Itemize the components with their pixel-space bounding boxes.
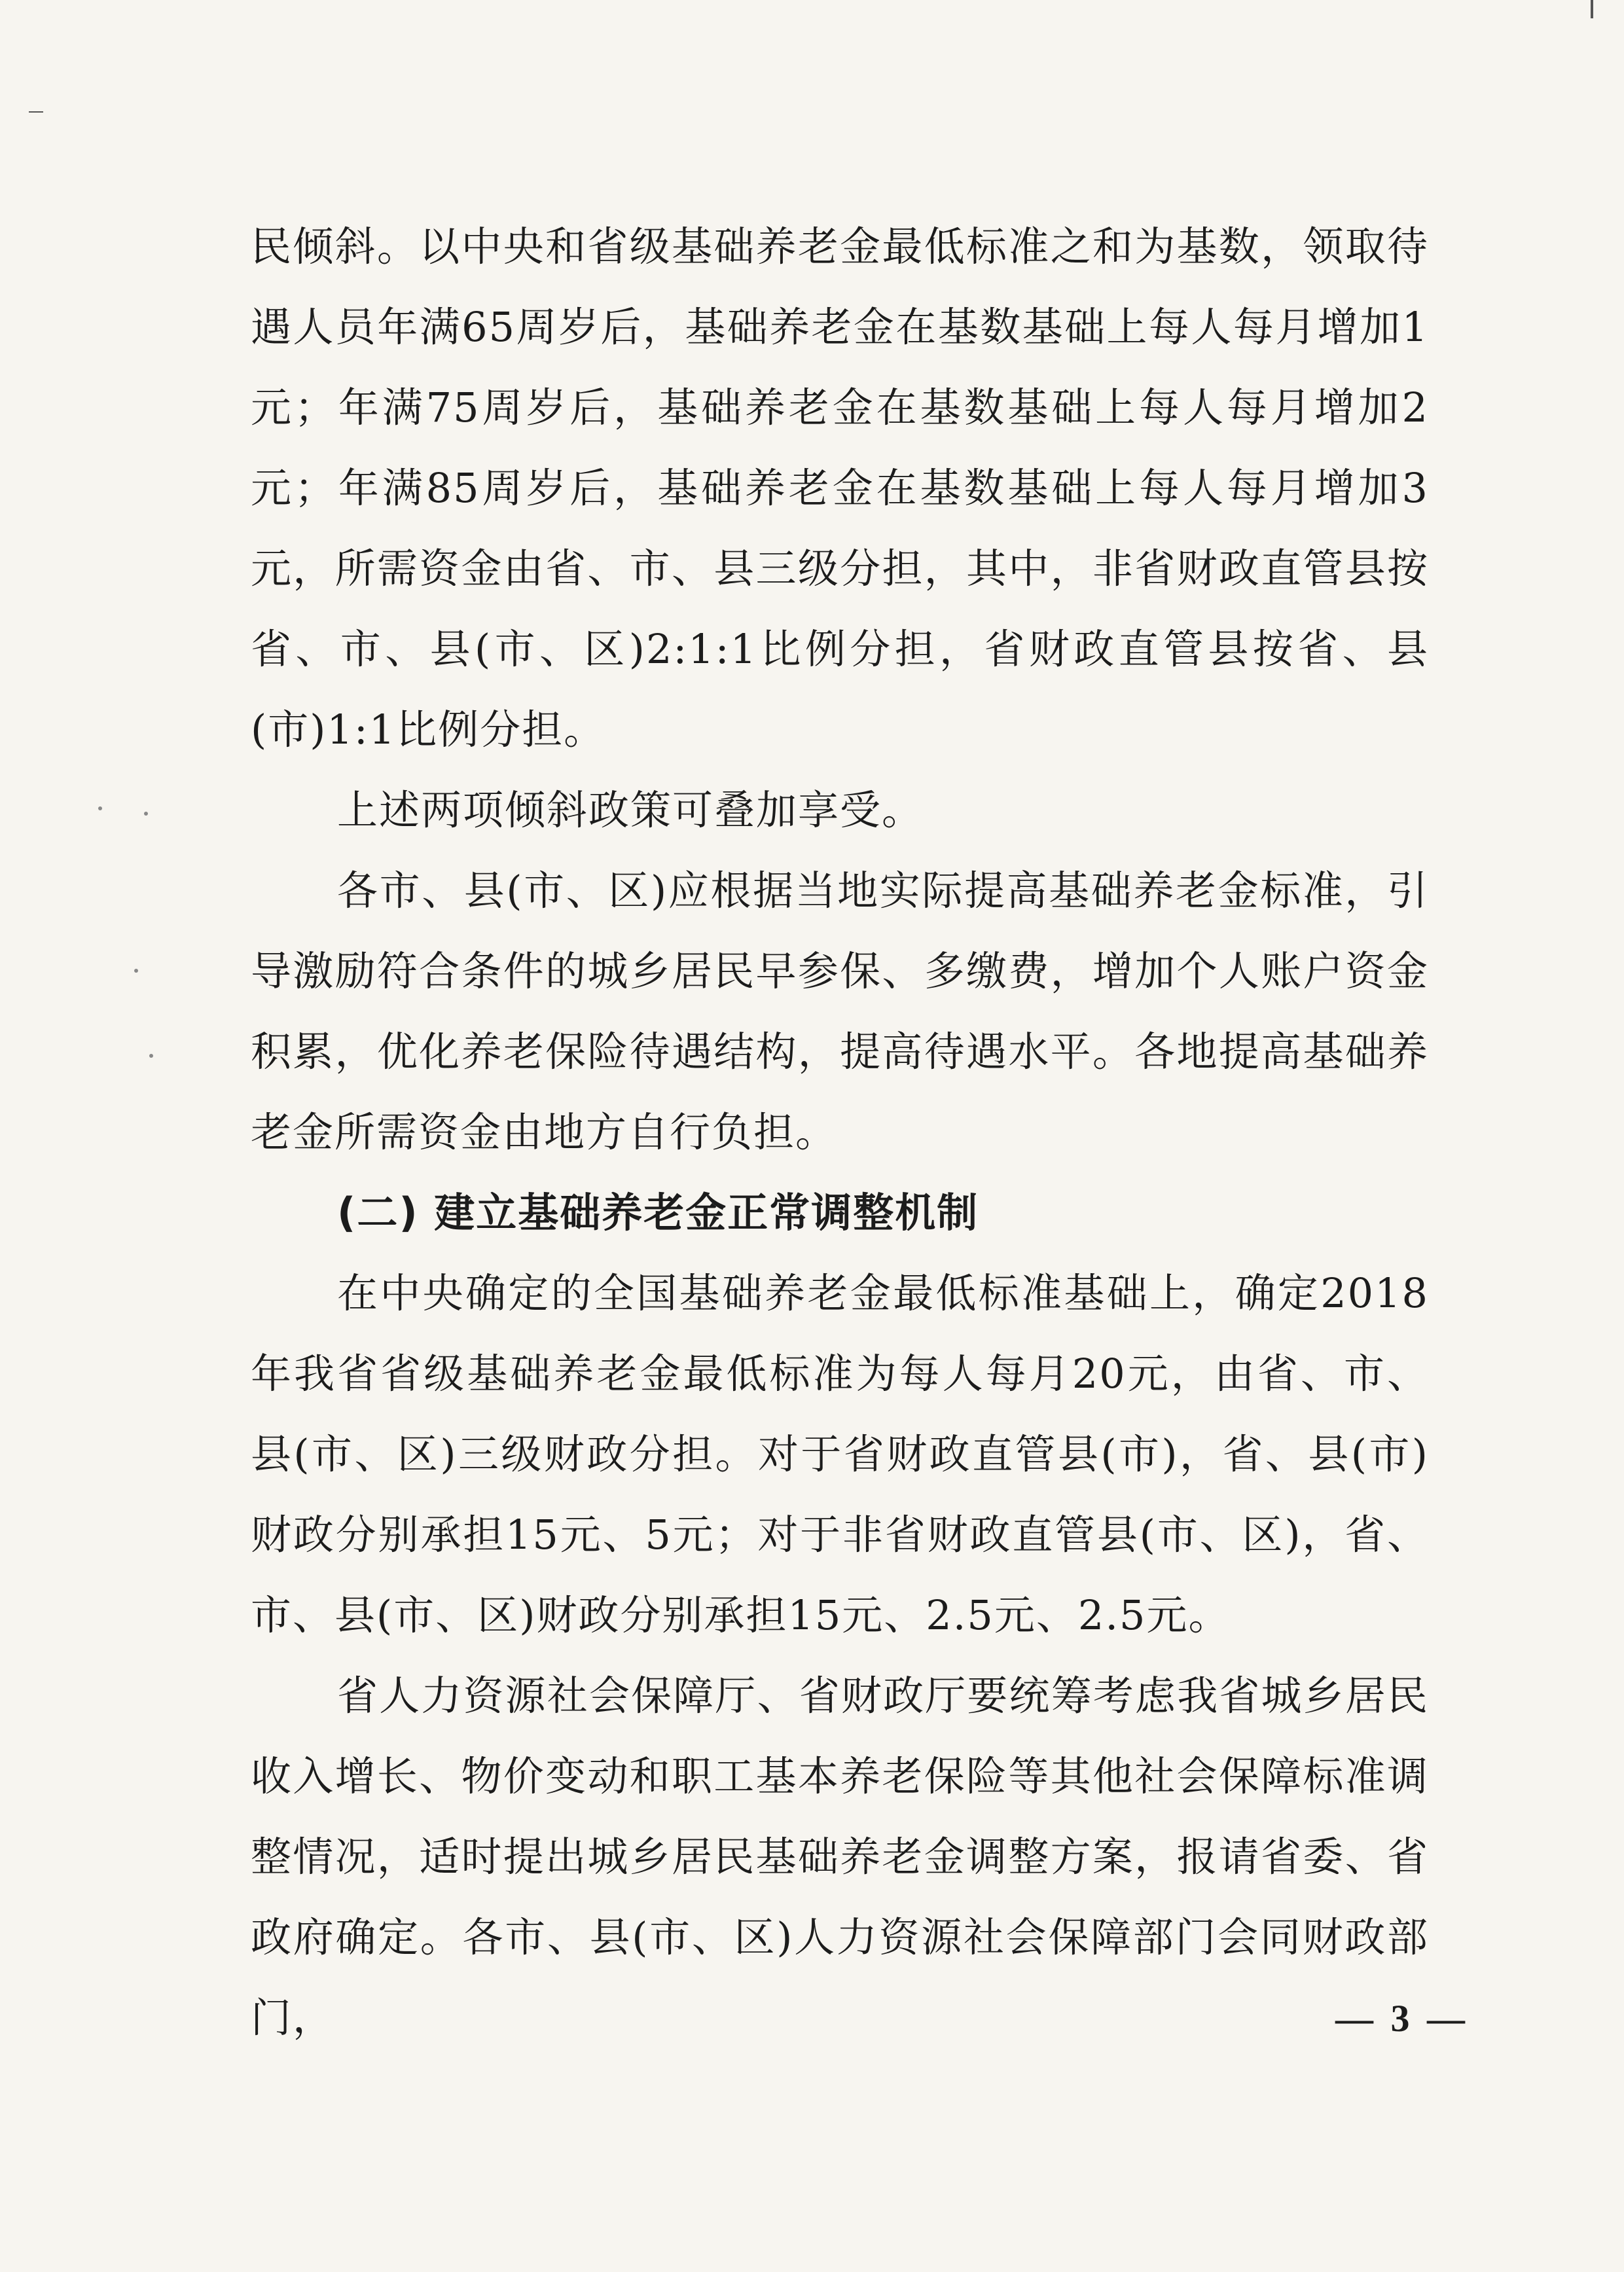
- page-number: — 3 —: [1335, 1997, 1469, 2040]
- scan-edge-mark: [29, 111, 43, 113]
- paragraph-provincial-standard: 在中央确定的全国基础养老金最低标准基础上，确定2018年我省省级基础养老金最低标准为每人每月20元，由省、市、县(市、区)三级财政分担。对于省财政直管县(市)，省、县(市)财政分别承担15元、5元；对于非省财政直管县(市、区)，省、市、县(市、区)财政分别承担15元、2.5元、2.5元。: [251, 1269, 1429, 1639]
- scan-speck: [134, 969, 138, 973]
- paragraph-stacking-policy: 上述两项倾斜政策可叠加享受。: [337, 786, 924, 834]
- body-text: [251, 206, 1429, 2058]
- scan-speck: [98, 806, 102, 810]
- section-heading: (二) 建立基础养老金正常调整机制: [337, 1189, 979, 1236]
- scan-speck: [144, 812, 148, 816]
- paragraph-adjustment-process: 省人力资源社会保障厅、省财政厅要统筹考虑我省城乡居民收入增长、物价变动和职工基本养老保险等其他社会保障标准调整情况，适时提出城乡居民基础养老金调整方案，报请省委、省政府确定。各市、县(市、区)人力资源社会保障部门会同财政部门，: [251, 1672, 1429, 2042]
- paragraph-continuation: 民倾斜。以中央和省级基础养老金最低标准之和为基数，领取待遇人员年满65周岁后，基础养老金在基数基础上每人每月增加1元；年满75周岁后，基础养老金在基数基础上每人每月增加2元；年满85周岁后，基础养老金在基数基础上每人每月增加3元，所需资金由省、市、县三级分担，其中，非省财政直管县按省、市、县(市、区)2:1:1比例分担，省财政直管县按省、县(市)1:1比例分担。: [251, 223, 1429, 753]
- paragraph-local-standards: 各市、县(市、区)应根据当地实际提高基础养老金标准，引导激励符合条件的城乡居民早参保、多缴费，增加个人账户资金积累，优化养老保险待遇结构，提高待遇水平。各地提高基础养老金所需资金由地方自行负担。: [251, 867, 1429, 1156]
- scan-edge-mark: [1591, 0, 1593, 18]
- scan-speck: [149, 1054, 153, 1058]
